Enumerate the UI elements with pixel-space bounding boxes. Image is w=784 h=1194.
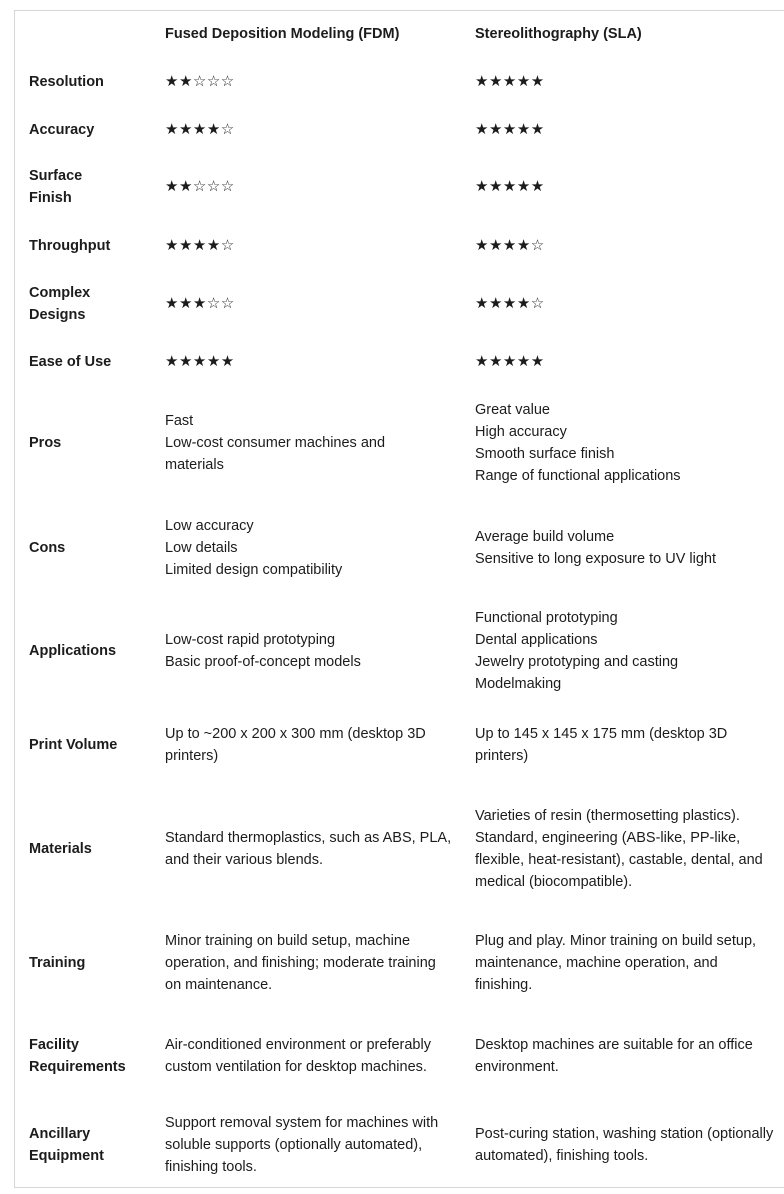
fdm-facility: Air-conditioned environment or preferably custom ventilation for desktop machines. (165, 1037, 431, 1075)
fdm-rating: ★★☆☆☆ (165, 178, 235, 195)
table-row (14, 153, 784, 221)
header-corner (14, 10, 150, 58)
fdm-cons: Low accuracy Low details Limited design compatibility (165, 517, 343, 578)
fdm-materials: Standard thermoplastics, such as ABS, PLA, and their various blends. (165, 830, 452, 868)
table-row (14, 706, 784, 784)
fdm-rating: ★★☆☆☆ (165, 73, 235, 90)
row-label: Resolution (29, 74, 104, 90)
row-label: Surface Finish (29, 168, 83, 206)
table-row (14, 596, 784, 706)
sla-rating: ★★★★☆ (475, 295, 545, 312)
table-row (14, 106, 784, 153)
row-label: Facility Requirements (29, 1037, 126, 1075)
row-label: Training (29, 955, 86, 971)
sla-rating: ★★★★★ (475, 178, 545, 195)
table-row (14, 58, 784, 106)
sla-rating: ★★★★★ (475, 73, 545, 90)
table-row (14, 499, 784, 596)
sla-rating: ★★★★★ (475, 353, 545, 370)
row-label: Cons (29, 539, 66, 556)
row-label: Materials (29, 841, 92, 857)
table-row (14, 387, 784, 499)
row-label: Ancillary Equipment (29, 1126, 104, 1164)
comparison-table (14, 10, 784, 1190)
fdm-rating: ★★★★☆ (165, 120, 235, 138)
table-row (14, 914, 784, 1012)
sla-training: Plug and play. Minor training on build setup, maintenance, machine operation, and finishing. (475, 933, 757, 993)
table-row (14, 337, 784, 387)
sla-rating: ★★★★★ (475, 120, 545, 138)
table-row (14, 1012, 784, 1100)
fdm-rating: ★★★☆☆ (165, 295, 235, 312)
row-label: Applications (29, 643, 117, 659)
sla-cons: Average build volume Sensitive to long exposure to UV light (475, 528, 716, 567)
fdm-rating: ★★★★☆ (165, 237, 235, 254)
fdm-ancillary: Support removal system for machines with soluble supports (optionally automated), finishing tools. (165, 1115, 439, 1175)
table-row (14, 784, 784, 914)
row-label: Pros (29, 435, 62, 451)
fdm-pros: Fast Low-cost consumer machines and materials (165, 413, 386, 473)
table-row (14, 271, 784, 337)
header-sla: Stereolithography (SLA) (475, 26, 642, 42)
sla-pros: Great value High accuracy Smooth surface finish Range of functional applications (475, 402, 681, 484)
row-label: Ease of Use (29, 354, 112, 370)
sla-applications: Functional prototyping Dental applications Jewelry prototyping and casting Modelmaking (475, 610, 679, 692)
fdm-print-volume: Up to ~200 x 200 x 300 mm (desktop 3D printers) (165, 726, 426, 764)
table-row (14, 1100, 784, 1190)
fdm-training: Minor training on build setup, machine operation, and finishing; moderate training on maintenance. (165, 933, 436, 993)
table-header-row (14, 10, 784, 58)
sla-facility: Desktop machines are suitable for an office environment. (475, 1037, 753, 1075)
sla-ancillary: Post-curing station, washing station (optionally automated), finishing tools. (475, 1126, 774, 1164)
row-label: Print Volume (29, 737, 118, 753)
sla-print-volume: Up to 145 x 145 x 175 mm (desktop 3D printers) (475, 726, 728, 764)
table-row (14, 221, 784, 271)
fdm-rating: ★★★★★ (165, 353, 235, 370)
header-fdm: Fused Deposition Modeling (FDM) (165, 26, 400, 42)
sla-materials: Varieties of resin (thermosetting plastics). Standard, engineering (ABS-like, PP-like, flexible, heat-resistant), castable, dental, and medical (biocompatible). (475, 808, 763, 890)
row-label: Throughput (29, 238, 111, 254)
row-label: Accuracy (29, 121, 95, 138)
row-label: Complex Designs (29, 285, 91, 323)
sla-rating: ★★★★☆ (475, 237, 545, 254)
fdm-applications: Low-cost rapid prototyping Basic proof-of-concept models (165, 632, 361, 670)
